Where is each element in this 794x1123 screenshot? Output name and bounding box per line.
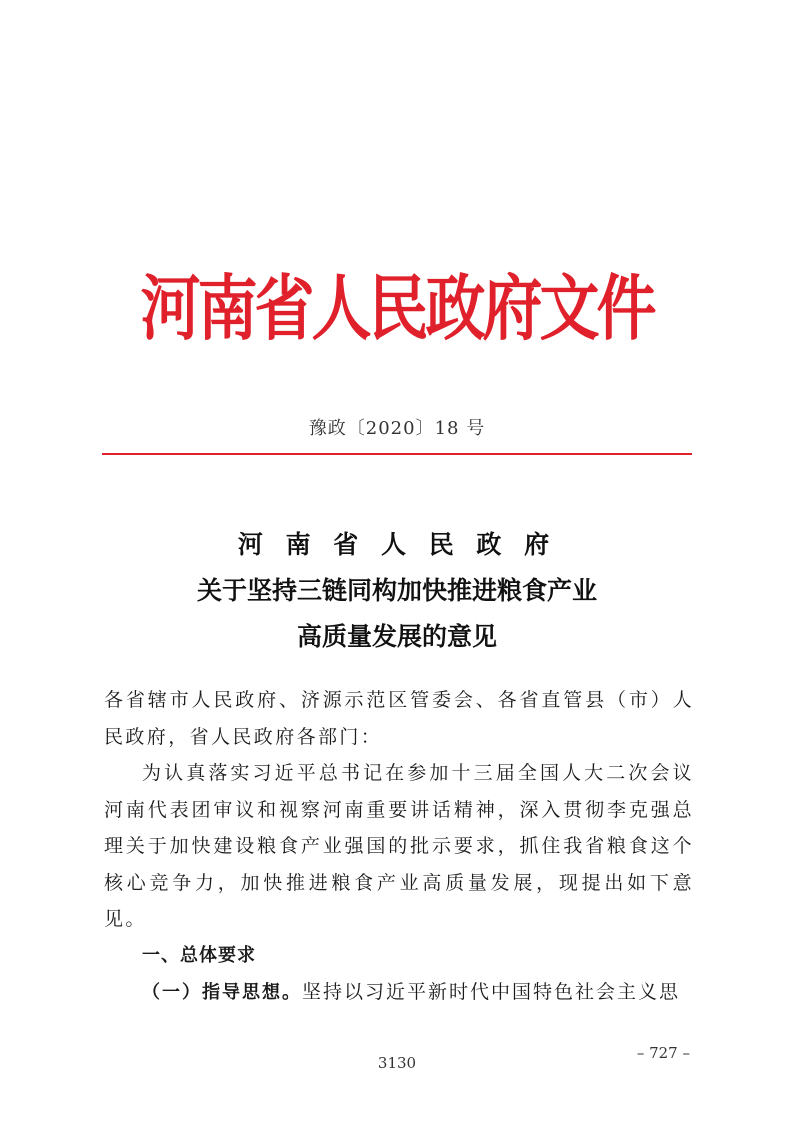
document-body [104,682,694,1012]
red-separator-line [102,453,692,455]
page-number-right: – 727 – [636,1044,690,1062]
document-number: 豫政〔2020〕18 号 [308,418,486,439]
intro-paragraph: 为认真落实习近平总书记在参加十三届全国人大二次会议河南代表团审议和视察河南重要讲话精神，深入贯彻李克强总理关于加快建设粮食产业强国的批示要求，抓住我省粮食这个核心竞争力，加快推进粮食产业高质量发展，现提出如下意见。 [104,762,694,930]
subsection-paragraph [104,974,694,1012]
salutation-paragraph: 各省辖市人民政府、济源示范区管委会、各省直管县（市）人民政府，省人民政府各部门： [104,689,694,748]
title-line-subject-end: 高质量发展的意见 [296,622,497,651]
subsection-lead: （一）指导思想。 [142,982,302,1003]
subsection-text: 坚持以习近平新时代中国特色社会主义思 [302,981,681,1003]
title-line-subject: 关于坚持三链同构加快推进粮食产业 [196,576,597,605]
title-line-issuer: 河 南 省 人 民 政 府 [237,530,557,559]
document-title [0,522,794,660]
section-heading: 一、总体要求 [142,944,256,966]
page-number-center: 3130 [377,1054,417,1072]
document-masthead: 河南省人民政府文件 [140,267,654,351]
